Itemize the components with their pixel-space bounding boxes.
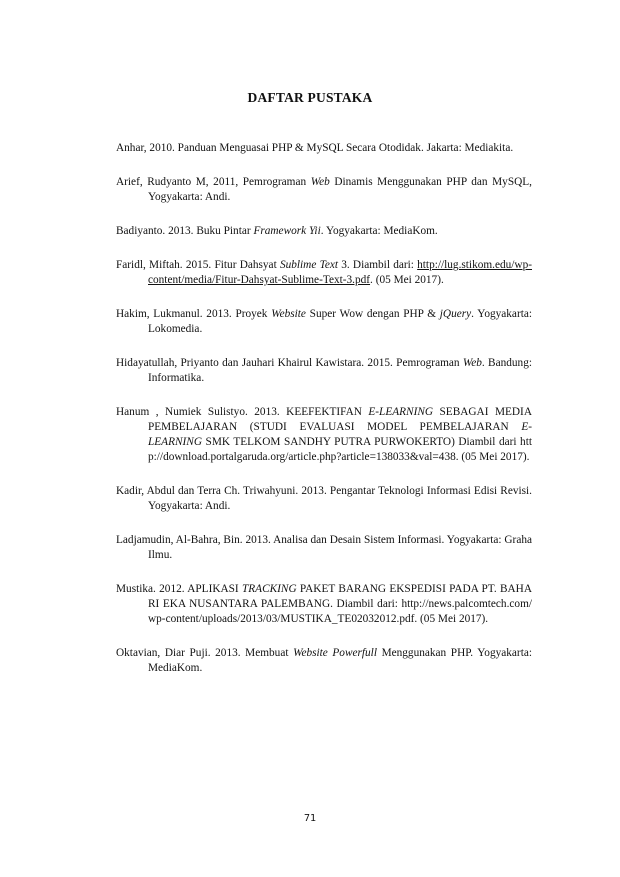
- page-number: 71: [303, 813, 317, 824]
- reference-item: Mustika. 2012. APLIKASI TRACKING PAKET BARANG EKSPEDISI PADA PT. BAHARI EKA NUSANTARA PALEMBANG. Diambil dari: http://news.palcomtech.com/wp-content/uploads/2013/03/MUSTIKA_TE02032012.pdf. (05 Mei 2017).: [116, 583, 532, 626]
- reference-item: Hakim, Lukmanul. 2013. Proyek Website Super Wow dengan PHP & jQuery. Yogyakarta: Lokomedia.: [116, 308, 532, 336]
- reference-item: Hanum , Numiek Sulistyo. 2013. KEEFEKTIFAN E-LEARNING SEBAGAI MEDIA PEMBELAJARAN (STUDI EVALUASI MODEL PEMBELAJARAN E-LEARNING SMK TELKOM SANDHY PUTRA PURWOKERTO) Diambil dari http://download.portalgaruda.org/article.php?article=138033&val=438. (05 Mei 2017).: [116, 406, 532, 464]
- reference-item: Oktavian, Diar Puji. 2013. Membuat Website Powerfull Menggunakan PHP. Yogyakarta: MediaKom.: [116, 647, 532, 675]
- reference-item: Kadir, Abdul dan Terra Ch. Triwahyuni. 2013. Pengantar Teknologi Informasi Edisi Revisi. Yogyakarta: Andi.: [116, 485, 532, 513]
- reference-list: [116, 130, 532, 695]
- reference-item: Hidayatullah, Priyanto dan Jauhari Khairul Kawistara. 2015. Pemrograman Web. Bandung: Informatika.: [116, 357, 532, 385]
- reference-item: Faridl, Miftah. 2015. Fitur Dahsyat Sublime Text 3. Diambil dari: http://lug.stikom.edu/wp-content/media/Fitur-Dahsyat-Sublime-Text-3.pdf. (05 Mei 2017).: [116, 259, 532, 287]
- reference-link[interactable]: http://lug.stikom.edu/wp-content/media/Fitur-Dahsyat-Sublime-Text-3.pdf: [148, 259, 532, 287]
- reference-item: Anhar, 2010. Panduan Menguasai PHP & MySQL Secara Otodidak. Jakarta: Mediakita.: [116, 142, 514, 155]
- reference-item: Arief, Rudyanto M, 2011, Pemrograman Web Dinamis Menggunakan PHP dan MySQL, Yogyakarta: Andi.: [116, 176, 532, 204]
- reference-item: Badiyanto. 2013. Buku Pintar Framework Yii. Yogyakarta: MediaKom.: [116, 225, 438, 238]
- page-title: DAFTAR PUSTAKA: [247, 90, 373, 105]
- reference-item: Ladjamudin, Al-Bahra, Bin. 2013. Analisa dan Desain Sistem Informasi. Yogyakarta: Graha Ilmu.: [116, 534, 532, 562]
